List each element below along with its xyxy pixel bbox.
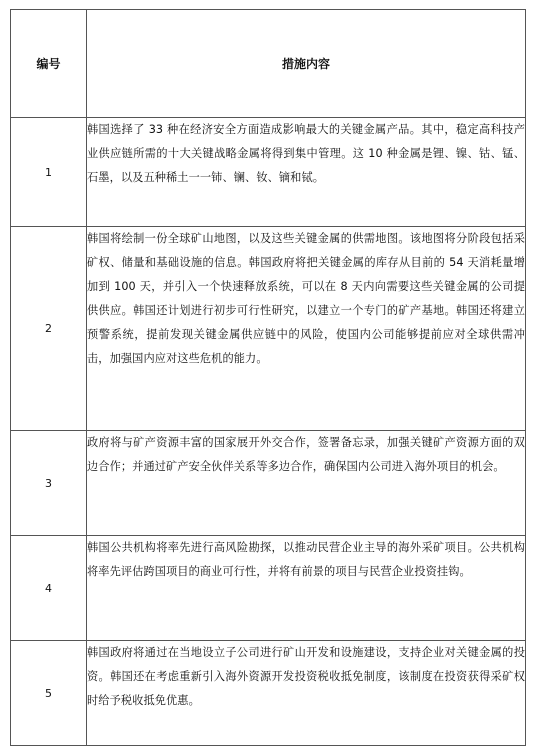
row-number: 4 (11, 536, 87, 641)
table-row (11, 227, 526, 431)
table-row (11, 431, 526, 536)
row-content-cell (87, 118, 526, 227)
measures-table (10, 9, 526, 746)
row-content: 韩国公共机构将率先进行高风险勘探，以推动民营企业主导的海外采矿项目。公共机构将率先评估跨国项目的商业可行性，并将有前景的项目与民营企业投资挂钩。 (87, 541, 525, 578)
table-row (11, 641, 526, 746)
row-content-cell (87, 536, 526, 641)
row-content-cell (87, 227, 526, 431)
row-number: 3 (11, 431, 87, 536)
header-content: 措施内容 (87, 10, 526, 118)
row-number: 5 (11, 641, 87, 746)
row-content: 政府将与矿产资源丰富的国家展开外交合作，签署备忘录，加强关键矿产资源方面的双边合作；并通过矿产安全伙伴关系等多边合作，确保国内公司进入海外项目的机会。 (87, 436, 525, 473)
row-number: 2 (11, 227, 87, 431)
table-row (11, 536, 526, 641)
header-number: 编号 (11, 10, 87, 118)
row-content: 韩国政府将通过在当地设立子公司进行矿山开发和设施建设，支持企业对关键金属的投资。韩国还在考虑重新引入海外资源开发投资税收抵免制度，该制度在投资获得采矿权时给予税收抵免优惠。 (87, 646, 525, 707)
row-content: 韩国选择了 33 种在经济安全方面造成影响最大的关键金属产品。其中，稳定高科技产业供应链所需的十大关键战略金属将得到集中管理。这 10 种金属是锂、镍、钴、锰、石墨，以及五种稀土一一铈、镧、钕、镝和铽。 (87, 123, 525, 184)
table-row (11, 118, 526, 227)
row-content-cell (87, 641, 526, 746)
row-content: 韩国将绘制一份全球矿山地图，以及这些关键金属的供需地图。该地图将分阶段包括采矿权、储量和基础设施的信息。韩国政府将把关键金属的库存从目前的 54 天消耗量增加到 100 天，并引入一个快速释放系统，可以在 8 天内向需要这些关键金属的公司提供供应。韩国还计划进行初步可行性研究，以建立一个专门的矿产基地。韩国还将建立预警系统，提前发现关键金属供应链中的风险，使国内公司能够提前应对全球供需冲击，加强国内应对这些危机的能力。 (87, 232, 525, 365)
header-row (11, 10, 526, 118)
row-number: 1 (11, 118, 87, 227)
row-content-cell (87, 431, 526, 536)
